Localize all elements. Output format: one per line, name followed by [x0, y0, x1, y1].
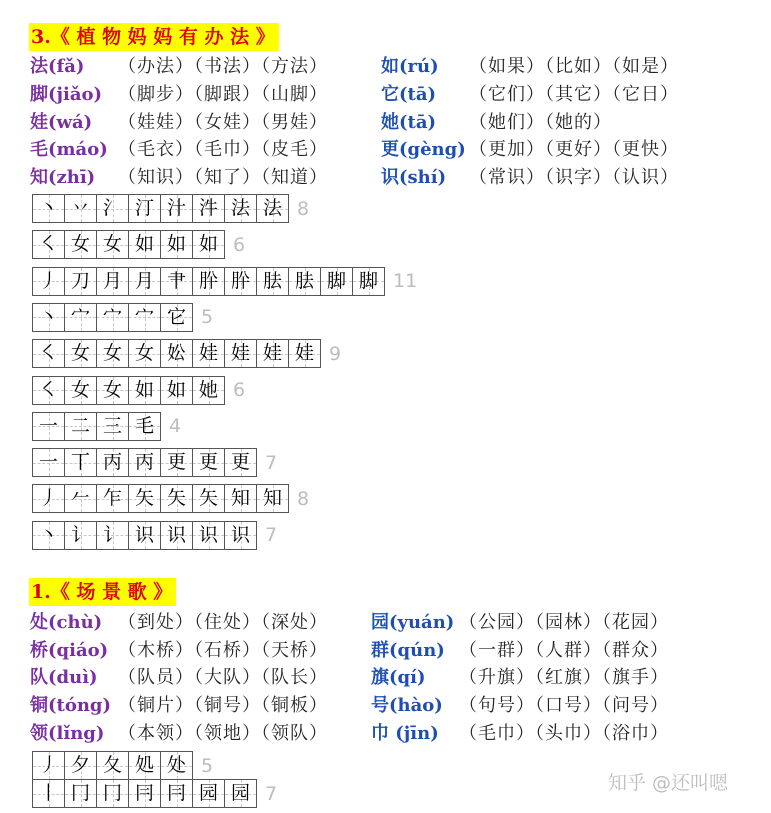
stroke-step: 女: [96, 339, 128, 368]
vocab-words: （她们）（她的）: [469, 112, 612, 133]
stroke-order-row: [32, 751, 213, 780]
stroke-step: 胠: [256, 267, 288, 296]
stroke-step: 丿: [32, 267, 64, 296]
vocab-char: 处(chù): [30, 612, 103, 633]
stroke-step: 𠂉: [64, 484, 96, 513]
stroke-step: 女: [64, 339, 96, 368]
vocab-char: 桥(qiáo): [30, 640, 109, 661]
vocab-entry: [30, 609, 328, 637]
stroke-order-row: [32, 779, 277, 808]
stroke-step: 丿: [32, 484, 64, 513]
stroke-step: 知: [256, 484, 288, 513]
stroke-step: 汼: [192, 194, 224, 223]
stroke-step: 娃: [288, 339, 320, 368]
watermark: 知乎 @还叫嗯: [608, 772, 729, 794]
stroke-count: 7: [265, 524, 278, 547]
stroke-step: 冃: [128, 779, 160, 808]
stroke-step: 更: [224, 448, 256, 477]
stroke-count: 5: [201, 306, 214, 329]
vocab-entry: [30, 637, 328, 665]
vocab-entry: [371, 637, 669, 665]
vocab-entry: [30, 720, 328, 748]
stroke-step: 女: [64, 230, 96, 259]
stroke-step: 矢: [128, 484, 160, 513]
vocab-entry: [371, 609, 669, 637]
stroke-step: 她: [192, 376, 224, 405]
vocab-entry: [30, 109, 328, 137]
stroke-step: 汁: [160, 194, 192, 223]
stroke-step: 宀: [128, 303, 160, 332]
stroke-step: ㇛: [32, 339, 64, 368]
vocab-entry: [30, 53, 328, 81]
stroke-step: 丶: [32, 303, 64, 332]
stroke-step: 女: [96, 230, 128, 259]
vocab-entry: [30, 692, 328, 720]
stroke-step: 宀: [96, 303, 128, 332]
vocab-entry: [371, 692, 669, 720]
stroke-step: 丷: [64, 194, 96, 223]
stroke-count: 7: [265, 451, 278, 474]
stroke-count: 8: [297, 197, 310, 220]
stroke-step: 矢: [192, 484, 224, 513]
stroke-order-row: [32, 484, 309, 513]
stroke-step: 氵: [96, 194, 128, 223]
vocab-char: 园(yuán): [371, 612, 455, 633]
stroke-step: 如: [160, 230, 192, 259]
vocab-char: 她(tā): [381, 112, 437, 133]
stroke-step: 如: [192, 230, 224, 259]
stroke-step: 丶: [32, 521, 64, 550]
stroke-step: 娃: [224, 339, 256, 368]
vocab-words: （本领）（领地）（领队）: [118, 723, 328, 744]
stroke-step: 一: [32, 448, 64, 477]
vocab-char: 队(duì): [30, 667, 98, 688]
vocab-words: （知识）（知了）（知道）: [118, 167, 328, 188]
vocab-entry: [371, 720, 669, 748]
stroke-step: 夂: [96, 751, 128, 780]
stroke-step: 法: [224, 194, 256, 223]
stroke-step: 法: [256, 194, 288, 223]
stroke-step: 肸: [224, 267, 256, 296]
vocab-entry: [381, 81, 679, 109]
vocab-entry: [381, 109, 612, 137]
vocab-char: 巾 (jīn): [371, 723, 439, 744]
stroke-step: 丶: [32, 194, 64, 223]
stroke-step: 丅: [64, 448, 96, 477]
vocab-words: （毛巾）（头巾）（浴巾）: [459, 723, 669, 744]
stroke-step: 识: [224, 521, 256, 550]
stroke-order-row: [32, 303, 213, 332]
stroke-step: 乍: [96, 484, 128, 513]
vocab-char: 法(fǎ): [30, 56, 85, 77]
stroke-step: 肀: [160, 267, 192, 296]
stroke-step: 冃: [160, 779, 192, 808]
vocab-words: （毛衣）（毛巾）（皮毛）: [118, 139, 328, 160]
stroke-step: 脚: [352, 267, 384, 296]
stroke-step: 识: [160, 521, 192, 550]
stroke-count: 6: [233, 379, 246, 401]
stroke-step: 娃: [256, 339, 288, 368]
stroke-step: 宀: [64, 303, 96, 332]
stroke-step: 脚: [320, 267, 352, 296]
vocab-char: 号(hào): [371, 695, 443, 716]
vocab-entry: [30, 136, 328, 164]
vocab-words: （常识）（识字）（认识）: [469, 167, 679, 188]
stroke-step: 丨: [32, 779, 64, 808]
vocab-char: 领(lǐng): [30, 723, 105, 744]
vocab-words: （如果）（比如）（如是）: [469, 56, 679, 77]
stroke-step: 夕: [64, 751, 96, 780]
stroke-step: 女: [128, 339, 160, 368]
stroke-count: 5: [201, 754, 214, 777]
stroke-order-row: [32, 376, 245, 405]
stroke-step: 园: [192, 779, 224, 808]
stroke-step: ㇛: [32, 376, 64, 405]
stroke-step: 一: [32, 412, 64, 441]
stroke-step: 园: [224, 779, 256, 808]
stroke-order-row: [32, 339, 341, 368]
vocab-words: （铜片）（铜号）（铜板）: [118, 695, 328, 716]
stroke-step: 汀: [128, 194, 160, 223]
vocab-char: 知(zhī): [30, 167, 96, 188]
vocab-words: （更加）（更好）（更快）: [469, 139, 679, 160]
lesson-title: 1.《 场 景 歌 》: [29, 578, 176, 606]
vocab-char: 娃(wá): [30, 112, 93, 133]
vocab-char: 识(shí): [381, 167, 447, 188]
stroke-step: 処: [128, 751, 160, 780]
vocab-entry: [371, 664, 669, 692]
stroke-count: 6: [233, 233, 246, 256]
vocab-char: 毛(máo): [30, 139, 108, 160]
stroke-step: 三: [96, 412, 128, 441]
stroke-order-row: [32, 194, 309, 223]
vocab-entry: [30, 164, 328, 192]
stroke-count: 11: [393, 270, 418, 293]
stroke-step: 二: [64, 412, 96, 441]
vocab-char: 脚(jiǎo): [30, 84, 103, 105]
stroke-step: 月: [96, 267, 128, 296]
vocab-words: （它们）（其它）（它日）: [469, 84, 679, 105]
stroke-step: 矢: [160, 484, 192, 513]
vocab-words: （脚步）（脚跟）（山脚）: [118, 84, 328, 105]
stroke-step: 更: [192, 448, 224, 477]
vocab-words: （木桥）（石桥）（天桥）: [118, 640, 328, 661]
stroke-step: 更: [160, 448, 192, 477]
stroke-step: 冂: [96, 779, 128, 808]
stroke-step: 妐: [160, 339, 192, 368]
stroke-step: 丿: [32, 751, 64, 780]
stroke-step: 娃: [192, 339, 224, 368]
vocab-entry: [30, 664, 328, 692]
vocab-words: （到处）（住处）（深处）: [118, 612, 328, 633]
stroke-step: 它: [160, 303, 192, 332]
stroke-step: 女: [64, 376, 96, 405]
stroke-step: 讠: [64, 521, 96, 550]
vocab-char: 它(tā): [381, 84, 437, 105]
stroke-order-row: [32, 521, 277, 550]
stroke-order-row: [32, 230, 245, 259]
stroke-count: 8: [297, 487, 310, 510]
stroke-order-row: [32, 267, 417, 296]
stroke-step: 丙: [96, 448, 128, 477]
stroke-step: 讠: [96, 521, 128, 550]
lesson-title: 3.《 植 物 妈 妈 有 办 法 》: [29, 23, 279, 51]
stroke-step: 肸: [192, 267, 224, 296]
stroke-step: 月: [128, 267, 160, 296]
vocab-entry: [30, 81, 328, 109]
stroke-step: 如: [128, 376, 160, 405]
vocab-entry: [381, 53, 679, 81]
stroke-step: 刀: [64, 267, 96, 296]
stroke-step: 丙: [128, 448, 160, 477]
vocab-char: 铜(tóng): [30, 695, 112, 716]
vocab-words: （句号）（口号）（问号）: [459, 695, 669, 716]
vocab-char: 群(qún): [371, 640, 445, 661]
stroke-step: 胠: [288, 267, 320, 296]
vocab-words: （一群）（人群）（群众）: [459, 640, 669, 661]
stroke-count: 9: [329, 342, 342, 365]
stroke-step: 女: [96, 376, 128, 405]
vocab-words: （公园）（园林）（花园）: [459, 612, 669, 633]
stroke-step: 识: [192, 521, 224, 550]
stroke-step: 处: [160, 751, 192, 780]
stroke-step: 识: [128, 521, 160, 550]
stroke-count: 7: [265, 782, 278, 805]
vocab-words: （娃娃）（女娃）（男娃）: [118, 112, 328, 133]
stroke-order-row: [32, 448, 277, 477]
stroke-order-row: [32, 412, 181, 441]
stroke-step: 知: [224, 484, 256, 513]
vocab-char: 更(gèng): [381, 139, 466, 160]
vocab-entry: [381, 136, 679, 164]
vocab-words: （队员）（大队）（队长）: [118, 667, 328, 688]
stroke-step: 如: [128, 230, 160, 259]
stroke-step: 冂: [64, 779, 96, 808]
stroke-count: 4: [169, 415, 182, 438]
stroke-step: ㇛: [32, 230, 64, 259]
vocab-words: （办法）（书法）（方法）: [118, 56, 328, 77]
stroke-step: 毛: [128, 412, 160, 441]
vocab-words: （升旗）（红旗）（旗手）: [459, 667, 669, 688]
vocab-char: 如(rú): [381, 56, 439, 77]
stroke-step: 如: [160, 376, 192, 405]
vocab-entry: [381, 164, 679, 192]
vocab-char: 旗(qí): [371, 667, 426, 688]
